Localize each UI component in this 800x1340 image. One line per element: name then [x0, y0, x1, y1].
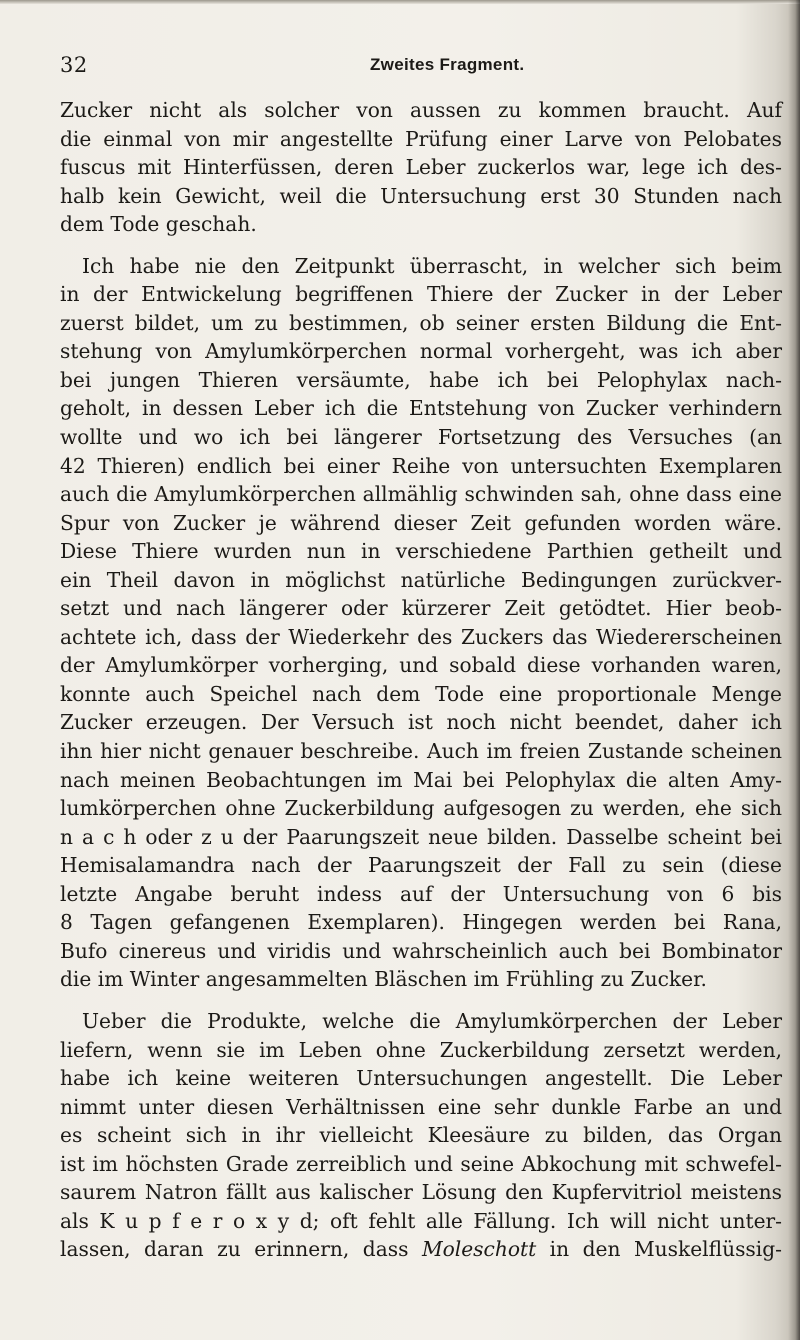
author-name-moleschott: Moleschott [421, 1237, 537, 1262]
text-line: n a c h oder z u der Paarungszeit neue bilden. Dasselbe scheint bei [60, 824, 782, 849]
page-header [60, 53, 780, 83]
text-line: geholt, in dessen Leber ich die Entstehung von Zucker verhindern [60, 396, 782, 421]
paragraph-2 [60, 252, 782, 994]
page-edge-shadow [788, 0, 800, 1340]
text-line: fuscus mit Hinterfüssen, deren Leber zuckerlos war, lege ich des- [60, 155, 782, 180]
text-line: wollte und wo ich bei längerer Fortsetzung des Versuches (an [60, 425, 782, 450]
text-line: konnte auch Speichel nach dem Tode eine proportionale Menge [60, 681, 782, 706]
text-line: nach meinen Beobachtungen im Mai bei Pelophylax die alten Amy- [60, 767, 782, 792]
text-line: ein Theil davon in möglichst natürliche Bedingungen zurückver- [60, 567, 782, 592]
text-line: letzte Angabe beruht indess auf der Untersuchung von 6 bis [60, 881, 782, 906]
text-line: Zucker erzeugen. Der Versuch ist noch nicht beendet, daher ich [60, 710, 782, 735]
text-line: saurem Natron fällt aus kalischer Lösung den Kupfervitriol meistens [60, 1180, 782, 1205]
body-text [60, 96, 782, 1264]
text-line: es scheint sich in ihr vielleicht Kleesäure zu bilden, das Organ [60, 1123, 782, 1148]
text-line: liefern, wenn sie im Leben ohne Zuckerbildung zersetzt werden, [60, 1037, 782, 1062]
page-top-edge [0, 0, 800, 4]
text-line: halb kein Gewicht, weil die Untersuchung erst 30 Stunden nach [60, 183, 782, 208]
text-line: dem Tode geschah. [60, 212, 257, 237]
text-line: der Amylumkörper vorherging, und sobald diese vorhanden waren, [60, 653, 782, 678]
paragraph-3 [60, 1007, 782, 1264]
text-line: Diese Thiere wurden nun in verschiedene Parthien getheilt und [60, 539, 782, 564]
text-line: auch die Amylumkörperchen allmählig schwinden sah, ohne dass eine [60, 482, 782, 507]
text-line: Ich habe nie den Zeitpunkt überrascht, in welcher sich beim [82, 253, 782, 278]
text-line: setzt und nach längerer oder kürzerer Zeit getödtet. Hier beob- [60, 596, 782, 621]
text-line: als K u p f e r o x y d; oft fehlt alle Fällung. Ich will nicht unter- [60, 1208, 782, 1233]
text-line: lumkörperchen ohne Zuckerbildung aufgesogen zu werden, ehe sich [60, 796, 782, 821]
text-line: 42 Thieren) endlich bei einer Reihe von untersuchten Exemplaren [60, 453, 782, 478]
page-number: 32 [60, 53, 88, 77]
text-line: die im Winter angesammelten Bläschen im Frühling zu Zucker. [60, 967, 707, 992]
running-title: Zweites Fragment. [370, 55, 525, 74]
text-line: 8 Tagen gefangenen Exemplaren). Hingegen werden bei Rana, [60, 910, 782, 935]
final-line-after: in den Muskelflüssig- [536, 1237, 782, 1262]
text-line: zuerst bildet, um zu bestimmen, ob seiner ersten Bildung die Ent- [60, 310, 782, 335]
text-line: achtete ich, dass der Wiederkehr des Zuckers das Wiedererscheinen [60, 624, 782, 649]
paragraph-1 [60, 96, 782, 239]
text-line: ist im höchsten Grade zerreiblich und seine Abkochung mit schwefel- [60, 1151, 782, 1176]
text-line: nimmt unter diesen Verhältnissen eine sehr dunkle Farbe an und [60, 1094, 782, 1119]
text-line: Bufo cinereus und viridis und wahrscheinlich auch bei Bombinator [60, 938, 782, 963]
text-line: Ueber die Produkte, welche die Amylumkörperchen der Leber [82, 1008, 782, 1033]
text-line: habe ich keine weiteren Untersuchungen angestellt. Die Leber [60, 1066, 782, 1091]
text-line: Spur von Zucker je während dieser Zeit gefunden worden wäre. [60, 510, 782, 535]
text-line-final [60, 1235, 782, 1264]
text-line: in der Entwickelung begriffenen Thiere der Zucker in der Leber [60, 282, 782, 307]
text-line: Zucker nicht als solcher von aussen zu kommen braucht. Auf [60, 98, 782, 122]
text-line: bei jungen Thieren versäumte, habe ich bei Pelophylax nach- [60, 367, 782, 392]
text-line: die einmal von mir angestellte Prüfung einer Larve von Pelobates [60, 126, 782, 151]
text-line: stehung von Amylumkörperchen normal vorhergeht, was ich aber [60, 339, 782, 364]
final-line-before: lassen, daran zu erinnern, dass [60, 1237, 422, 1262]
text-line: ihn hier nicht genauer beschreibe. Auch im freien Zustande scheinen [60, 739, 782, 764]
text-line: Hemisalamandra nach der Paarungszeit der Fall zu sein (diese [60, 853, 782, 878]
